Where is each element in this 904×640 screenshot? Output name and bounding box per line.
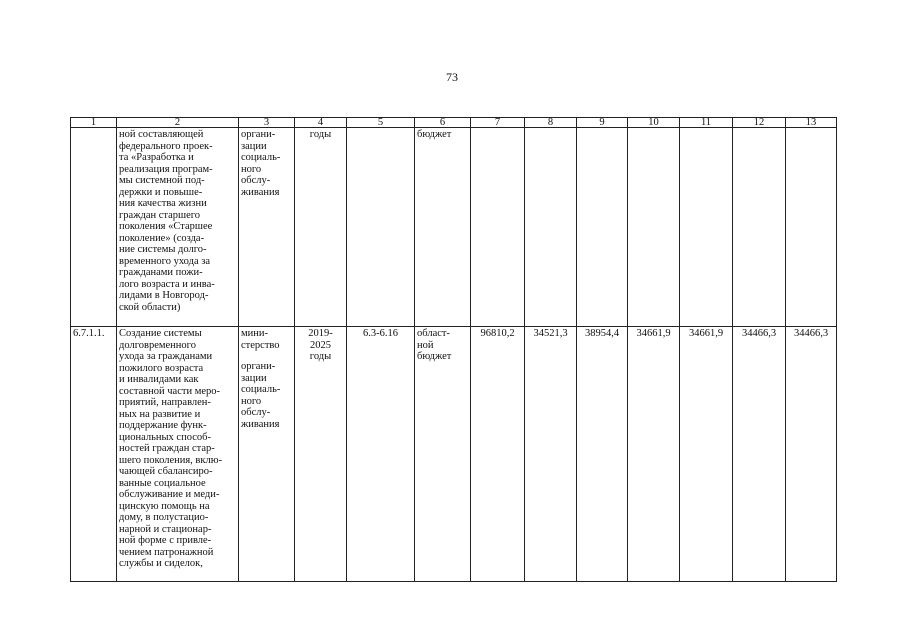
indicators-cell <box>347 128 415 327</box>
text-line: нарной и стационар- <box>119 523 212 535</box>
value-cell <box>628 128 680 327</box>
value-cell: 34521,3 <box>525 327 577 582</box>
text-line: Создание системы <box>119 328 202 339</box>
term-cell <box>295 327 347 582</box>
column-header: 13 <box>786 118 837 128</box>
text-line: мини- <box>241 328 268 339</box>
value-cell: 38954,4 <box>577 327 628 582</box>
column-header: 7 <box>471 118 525 128</box>
table-row <box>71 327 837 582</box>
text-line: зации <box>241 372 267 384</box>
text-line: лого возраста и инва- <box>119 278 215 290</box>
text-line: годы <box>309 129 332 140</box>
text-line: поколения «Старшее <box>119 221 213 232</box>
text-line: держки и повыше- <box>119 186 203 198</box>
activity-name-cell <box>117 327 239 582</box>
text-line: составной части меро- <box>119 385 221 397</box>
text-line: годы <box>309 351 332 362</box>
text-line: мы системной под- <box>119 175 205 186</box>
column-header: 2 <box>117 118 239 128</box>
text-line: чающей сбалансиро- <box>119 466 213 477</box>
text-line: ной форме с привле- <box>119 535 212 546</box>
column-number-row <box>71 118 837 128</box>
text-line: поддержание функ- <box>119 420 207 431</box>
text-line: социаль- <box>241 152 281 163</box>
funding-source-cell <box>415 327 471 582</box>
text-line: социаль- <box>241 384 281 395</box>
value-cell: 34466,3 <box>733 327 786 582</box>
text-line: обслу- <box>241 407 271 418</box>
text-line: бюджет <box>417 129 452 140</box>
text-line: пожилого возраста <box>119 362 204 374</box>
column-header: 6 <box>415 118 471 128</box>
text-line: ного <box>241 163 262 175</box>
row-number-cell <box>71 128 117 327</box>
indicators-cell: 6.3-6.16 <box>347 327 415 582</box>
text-line: живания <box>241 418 280 430</box>
text-line: временного ухода за <box>119 255 211 267</box>
text-line: поколение» (созда- <box>119 232 205 244</box>
text-line: органи- <box>241 129 276 140</box>
text-line: ного <box>241 395 262 407</box>
column-header: 10 <box>628 118 680 128</box>
value-cell: 34661,9 <box>680 327 733 582</box>
text-line: реализация програм- <box>119 163 213 175</box>
value-cell <box>786 128 837 327</box>
text-line: 2019- <box>308 328 333 339</box>
column-header: 5 <box>347 118 415 128</box>
program-table <box>70 117 837 582</box>
column-header: 8 <box>525 118 577 128</box>
text-line: ванные социальное <box>119 477 206 489</box>
column-header: 11 <box>680 118 733 128</box>
text-line: и инвалидами как <box>119 374 199 385</box>
text-line: бюджет <box>417 351 452 362</box>
value-cell: 34661,9 <box>628 327 680 582</box>
activity-name-cell <box>117 128 239 327</box>
funding-source-cell <box>415 128 471 327</box>
executor-gap <box>241 351 292 361</box>
text-line: обслуживание и меди- <box>119 489 220 500</box>
value-cell <box>680 128 733 327</box>
column-header: 12 <box>733 118 786 128</box>
text-line: граждан старшего <box>119 209 201 221</box>
term-cell <box>295 128 347 327</box>
text-line: стерство <box>241 339 280 351</box>
text-line: циональных способ- <box>119 431 211 443</box>
executor-cell <box>239 128 295 327</box>
executor-top <box>241 328 292 351</box>
value-cell: 34466,3 <box>786 327 837 582</box>
text-line: долговременного <box>119 339 196 351</box>
value-cell <box>733 128 786 327</box>
table-row <box>71 128 837 327</box>
text-line: цинскую помощь на <box>119 500 210 512</box>
column-header: 4 <box>295 118 347 128</box>
row-number-cell: 6.7.1.1. <box>71 327 117 582</box>
text-line: органи- <box>241 361 276 372</box>
text-line: приятий, направлен- <box>119 397 211 408</box>
value-cell <box>471 128 525 327</box>
text-line: ухода за гражданами <box>119 351 213 362</box>
text-line: шего поколения, вклю- <box>119 454 223 466</box>
text-line: чением патронажной <box>119 546 214 558</box>
text-line: дому, в полустацио- <box>119 512 209 523</box>
text-line: 2025 <box>310 339 331 351</box>
value-cell: 96810,2 <box>471 327 525 582</box>
text-line: обслу- <box>241 175 271 186</box>
text-line: ностей граждан стар- <box>119 443 215 454</box>
value-cell <box>525 128 577 327</box>
executor-main <box>241 129 292 198</box>
column-header: 1 <box>71 118 117 128</box>
text-line: федерального проек- <box>119 140 213 152</box>
executor-cell <box>239 327 295 582</box>
column-header: 3 <box>239 118 295 128</box>
value-cell <box>577 128 628 327</box>
text-line: службы и сиделок, <box>119 558 203 569</box>
executor-main <box>241 361 292 430</box>
text-line: лидами в Новгород- <box>119 290 209 301</box>
text-line: ской области) <box>119 301 181 313</box>
text-line: та «Разработка и <box>119 152 194 163</box>
text-line: област- <box>417 328 450 339</box>
text-line: ния качества жизни <box>119 198 207 209</box>
column-header: 9 <box>577 118 628 128</box>
text-line: ние системы долго- <box>119 244 207 255</box>
text-line: гражданами пожи- <box>119 267 203 278</box>
text-line: живания <box>241 186 280 198</box>
text-line: ных на развитие и <box>119 408 201 420</box>
text-line: зации <box>241 140 267 152</box>
text-line: ной составляющей <box>119 129 204 140</box>
page-number: 73 <box>446 70 458 84</box>
text-line: ной <box>417 339 434 351</box>
